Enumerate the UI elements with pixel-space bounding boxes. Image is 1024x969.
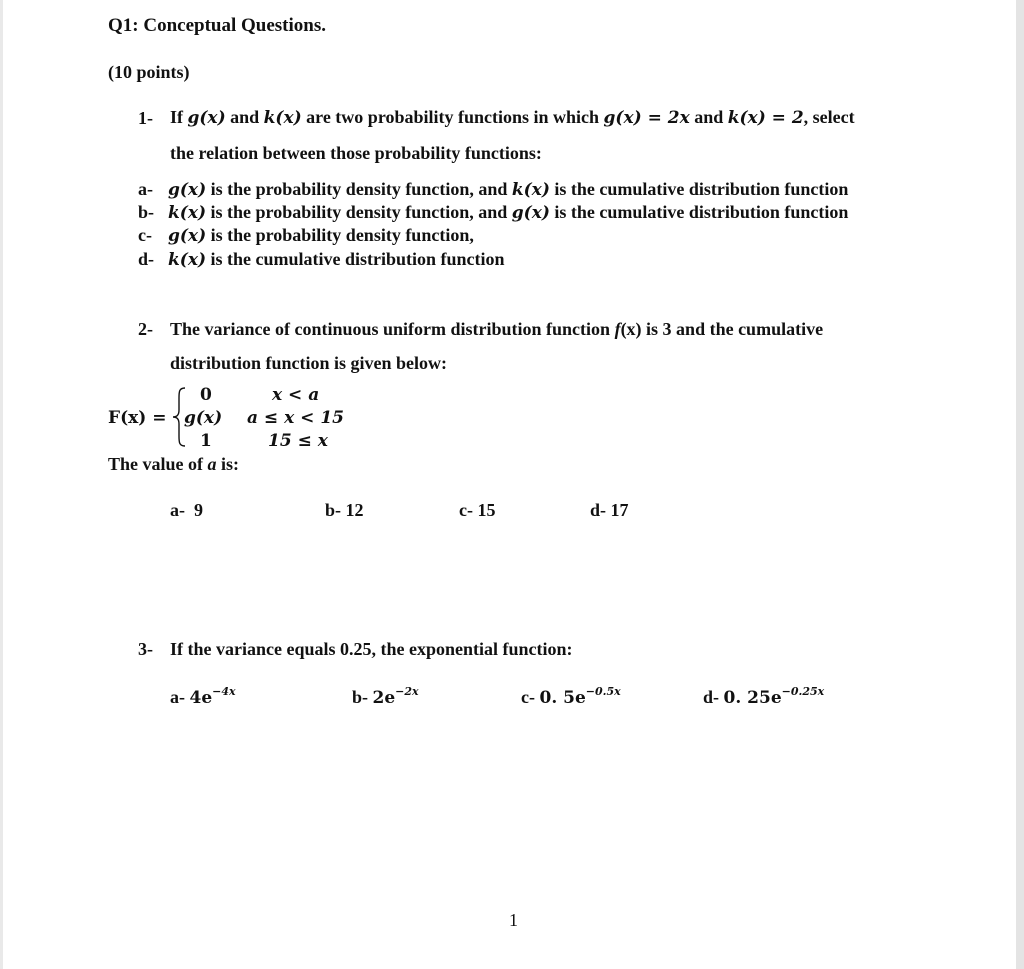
q1-option-b: b- k(x) is the probability density function, and g(x) is the cumulative distribution function <box>138 202 849 223</box>
piecewise-condition-2: a ≤ x < 15 <box>247 408 344 428</box>
q1-option-d: d- k(x) is the cumulative distribution function <box>138 249 505 270</box>
q1-option-c: c- g(x) is the probability density function, <box>138 225 474 246</box>
q3-number: 3- <box>138 639 153 659</box>
left-page-edge <box>0 0 3 969</box>
q3-option-a: a- $4e^{-4x}$ <box>170 685 236 708</box>
piecewise-value-1: 0 <box>200 385 212 405</box>
q3-option-d: d- 0. $25e^{-0.25x}$ <box>703 685 825 708</box>
points-label: (10 points) <box>108 62 190 82</box>
q2-option-d: d- 17 <box>590 500 629 520</box>
piecewise-condition-1: x < a <box>272 385 320 405</box>
q1-stem-line2: the relation between those probability functions: <box>170 143 542 163</box>
q3-option-b: b- $2e^{-2x}$ <box>352 685 419 708</box>
page-number: 1 <box>509 910 518 930</box>
section-title: Q1: Conceptual Questions. <box>108 15 326 36</box>
q2-option-a: a- 9 <box>170 500 203 520</box>
q2-option-c: c- 15 <box>459 500 496 520</box>
piecewise-value-3: 1 <box>200 431 212 451</box>
q2-number: 2- <box>138 319 153 339</box>
q2-value-label: The value of a is: <box>108 454 240 474</box>
piecewise-value-2: g(x) <box>184 408 223 428</box>
q3-option-c: c- 0. $5e^{-0.5x}$ <box>521 685 621 708</box>
q2-stem-line1: The variance of continuous uniform distribution function f(x) is 3 and the cumulative <box>170 319 824 339</box>
right-page-edge <box>1016 0 1024 969</box>
q2-stem-line2: distribution function is given below: <box>170 353 448 373</box>
piecewise-condition-3: 15 ≤ x <box>268 431 328 451</box>
q2-option-b: b- 12 <box>325 500 364 520</box>
piecewise-lhs: F(x) = <box>108 408 167 428</box>
q3-stem: If the variance equals 0.25, the exponential function: <box>170 639 573 659</box>
q1-stem-line1: If g(x) and k(x) are two probability functions in which g(x) = 2x and k(x) = 2, select <box>170 107 855 128</box>
q1-number: 1- <box>138 108 153 128</box>
q1-option-a: a- g(x) is the probability density function, and k(x) is the cumulative distribution function <box>138 179 849 200</box>
